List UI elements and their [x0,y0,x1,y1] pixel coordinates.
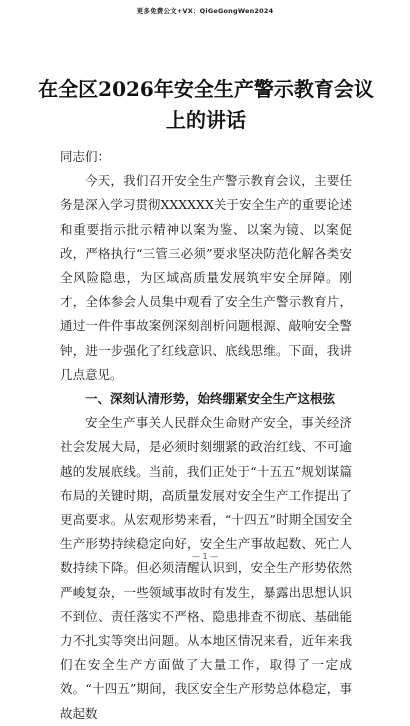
page-number: — 1 — [191,552,219,561]
paragraph-situation: 安全生产事关人民群众生命财产安全，事关经济社会发展大局，是必须时刻绷紧的政治红线、不可逾越的发展底线。当前，我们正处于“十五五”规划谋篇布局的关键时期，高质量发展对安全生产工作提出了更高要求。从宏观形势来看，“十四五”时期全国安全生产形势持续稳定向好，安全生产事故起数、死亡人数持续下降。但必须清醒认识到，安全生产形势依然严峻复杂，一些领域事故时有发生，暴露出思想认识不到位、责任落实不严格、隐患排查不彻底、基础能力不扎实等突出问题。从本地区情况来看，近年来我们在安全生产方面做了大量工作，取得了一定成效。“十四五”期间，我区安全生产形势总体稳定，事故起数 [60,415,352,721]
paragraph-opening: 今天，我们召开安全生产警示教育会议，主要任务是深入学习贯彻XXXXXX关于安全生产的重要论述和重要指示批示精神以案为鉴、以案为镜、以案促改，严格执行“三管三必须”要求坚决防范化解各类安全风险隐患，为区域高质量发展筑牢安全屏障。刚才，全体参会人员集中观看了安全生产警示教育片，通过一件件事故案例深刻剖析问题根源、敲响安全警钟，进一步强化了红线意识、底线思维。下面，我讲几点意见。 [60,173,352,382]
top-banner: 更多免费公文+VX：QiGeGongWen2024 [136,7,274,15]
section-heading-1: 一、深刻认清形势，始终绷紧安全生产这根弦 [85,391,336,407]
document-body [60,145,352,726]
document-title: 在全区2026年安全生产警示教育会议上的讲话 [38,77,374,132]
salutation: 同志们： [60,149,111,164]
